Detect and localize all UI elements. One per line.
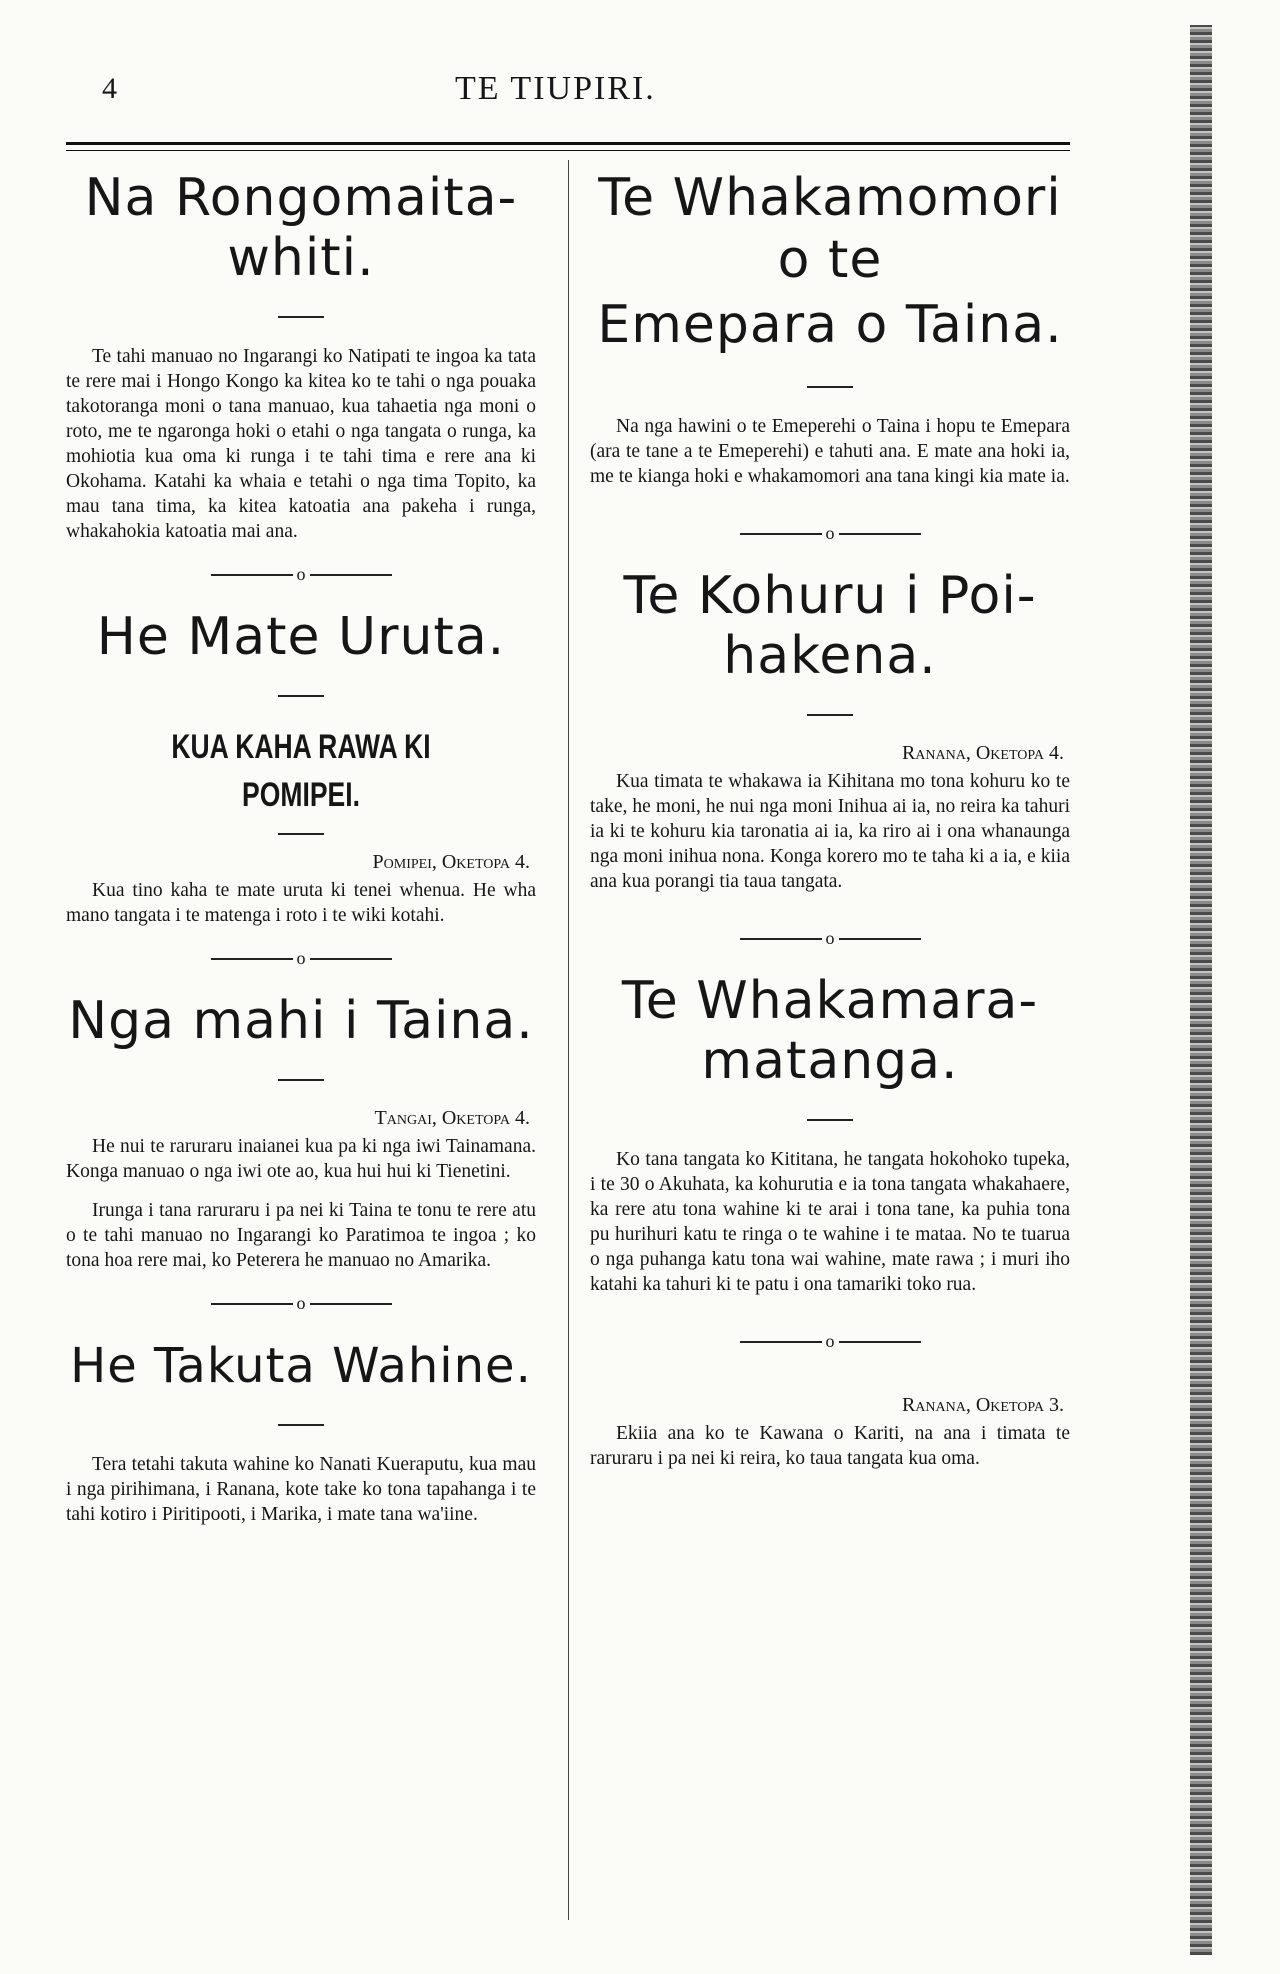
section-separator: o [590, 928, 1070, 949]
section-separator: o [590, 1331, 1070, 1352]
dateline: Tangai, Oketopa 4. [374, 1107, 530, 1129]
short-rule [807, 386, 853, 388]
short-rule [278, 1079, 324, 1081]
section-separator: o [66, 948, 536, 969]
running-head: TE TIUPIRI. [455, 70, 656, 107]
header-rule-thin [66, 150, 1070, 151]
short-rule [807, 714, 853, 716]
article-body: Tera tetahi takuta wahine ko Nanati Kueraputu, kua mau i nga pirihimana, i Ranana, kote take ko tona tapahanga i te tahi kotiro i Piritipooti, i Marika, i mate tana wa'iine. [66, 1454, 536, 1525]
article-body: Kua tino kaha te mate uruta ki tenei whenua. He wha mano tangata i te matenga i roto i te wiki kotahi. [66, 880, 536, 926]
article-body: Ko tana tangata ko Kititana, he tangata hokohoko tupeka, i te 30 o Akuhata, ka kohurutia e ia tona tangata whakahaere, ka rere atu tona wahine ki te arai i tona tane, ka puhia tona pu hurihuri katu te ringa o te wahine i te mataa. No te tuarua o nga puhanga katu tona wai wahine, mate rawa ; i muri iho katahi ka tahuri ki te patu i ona tamariki toko rua. [590, 1149, 1070, 1295]
section-separator: o [66, 1293, 536, 1314]
right-column [590, 168, 1070, 1471]
dateline: Ranana, Oketopa 3. [901, 1394, 1064, 1416]
dateline: Ranana, Oketopa 4. [901, 742, 1064, 764]
article-headline: He Mate Uruta. [96, 607, 506, 667]
short-rule [807, 1119, 853, 1121]
article-headline: Na Rongomaita- whiti. [84, 168, 518, 288]
short-rule [278, 833, 324, 835]
article-body: Kua timata te whakawa ia Kihitana mo tona kohuru ko te take, he moni, he nui nga moni Inihua ai ia, no reira ka tahuri ia ki te kohuru kia taronatia ai ia, ka riro ai i ona whanaunga nga moni inihua nona. Konga korero mo te taha ki a ia, e kiia ana kua porangi tia taua tangata. [590, 771, 1070, 892]
article-headline: Te Whakamara- matanga. [621, 971, 1039, 1091]
article-headline: Nga mahi i Taina. [68, 991, 534, 1051]
article-body: Te tahi manuao no Ingarangi ko Natipati te ingoa ka tata te rere mai i Hongo Kongo ka kitea ko te tahi o nga pouaka takotoranga moni o tana manuao, kua tahaetia nga moni o roto, me te ngaronga hoki o etahi o nga tangata o runga, ka mohiotia kua oma ki runga i te tahi tima e rere ana ki Okohama. Katahi ka whaia e tetahi o nga tima Topito, ka mau tana tima, ka kitea katoatia ana pakeha i runga, whakahokia katoatia mai ana. [66, 346, 536, 542]
scan-edge [1190, 25, 1212, 1955]
short-rule [278, 1424, 324, 1426]
article-subheadline: KUA KAHA RAWA KI POMIPEI. [171, 728, 431, 814]
article-body: Ekiia ana ko te Kawana o Kariti, na ana i timata te raruraru i pa nei ki reira, ko taua tangata kua oma. [590, 1423, 1070, 1469]
short-rule [278, 316, 324, 318]
section-separator: o [590, 523, 1070, 544]
section-separator: o [66, 564, 536, 585]
article-body: He nui te raruraru inaianei kua pa ki nga iwi Tainamana. Konga manuao o nga iwi ote ao, kua hui hui ki Tienetini. [66, 1136, 536, 1182]
page-number: 4 [102, 72, 117, 105]
article-headline: Te Kohuru i Poi- hakena. [623, 566, 1037, 686]
header-rule [66, 142, 1070, 145]
article-body: Irunga i tana raruraru i pa nei ki Taina te tonu te rere atu o te tahi manuao no Ingarangi ko Paratimoa te ingoa ; ko tona hoa rere mai, ko Peterera he manuao no Amarika. [66, 1200, 536, 1271]
left-column [66, 168, 536, 1527]
dateline: Pomipei, Oketopa 4. [372, 851, 530, 873]
article-body: Na nga hawini o te Emeperehi o Taina i hopu te Emepara (ara te tane a te Emeperehi) e tahuti ana. E mate ana hoki ia, me te kianga hoki e whakamomori ana tana kingi kia mate ia. [590, 416, 1070, 487]
article-headline: He Takuta Wahine. [70, 1338, 532, 1394]
column-divider [568, 160, 569, 1920]
article-headline: Te Whakamomori o te Emepara o Taina. [597, 168, 1063, 355]
short-rule [278, 695, 324, 697]
